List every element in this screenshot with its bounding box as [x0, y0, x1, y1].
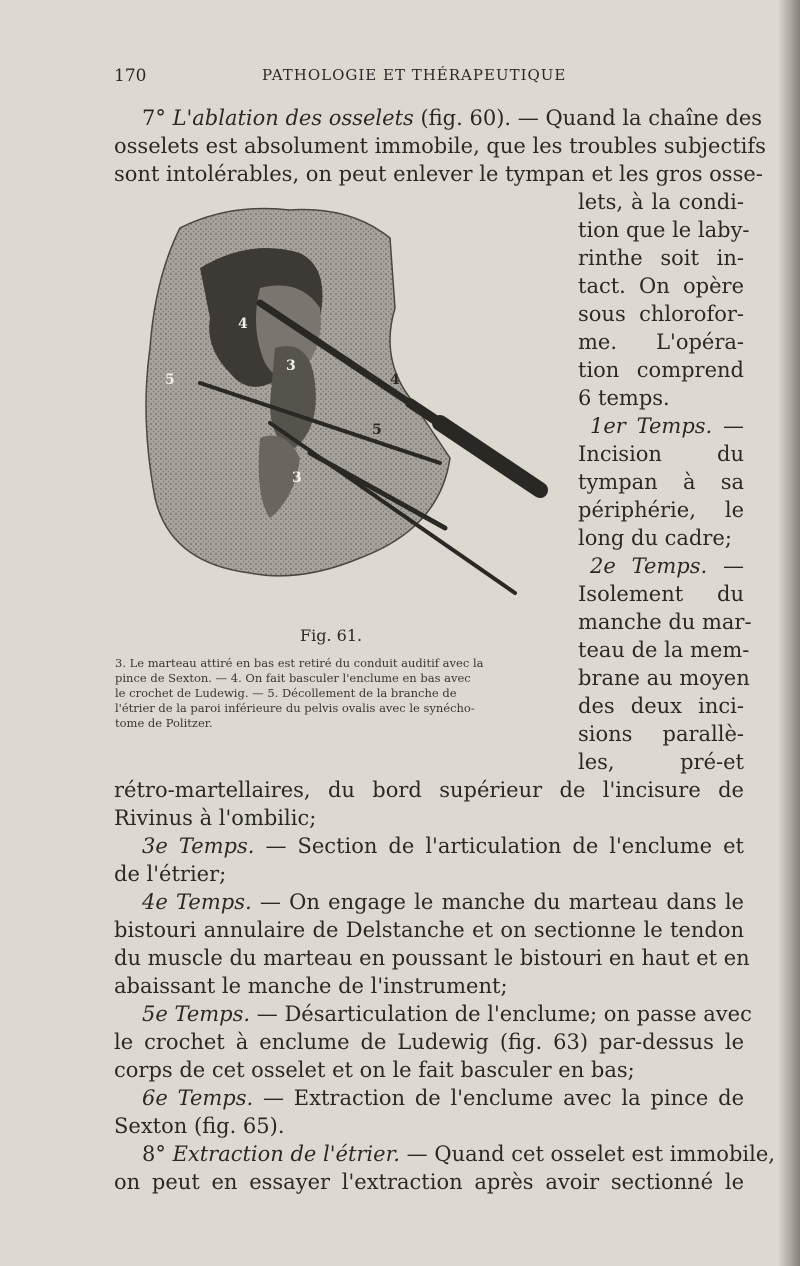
column-line: tact. On opère — [578, 274, 744, 298]
body-line: Sexton (fig. 65). — [114, 1114, 285, 1138]
column-line: tion comprend — [578, 358, 744, 382]
figure-label: 5 — [372, 422, 382, 438]
figure-caption — [115, 656, 565, 731]
para8-line1: 8° Extraction de l'étrier. — Quand cet osselet est immobile, — [142, 1142, 775, 1166]
temps1-heading: 1er Temps. — — [590, 414, 744, 438]
column-line: tympan à sa — [578, 470, 744, 494]
body-line: corps de cet osselet et on le fait basculer en bas; — [114, 1058, 635, 1082]
figure-label: 4 — [238, 316, 248, 332]
temps4-line1: 4e Temps. — On engage le manche du marteau dans le — [142, 890, 744, 914]
column-line: des deux inci- — [578, 694, 744, 718]
column-line: périphérie, le — [578, 498, 744, 522]
body-line: abaissant le manche de l'instrument; — [114, 974, 508, 998]
column-line: 6 temps. — [578, 386, 670, 410]
para7-line1: 7° L'ablation des osselets (fig. 60). — Quand la chaîne des — [142, 106, 763, 130]
body-line: du muscle du marteau en poussant le bistouri en haut et en — [114, 946, 750, 970]
temps6-line1: 6e Temps. — Extraction de l'enclume avec la pince de — [142, 1086, 744, 1110]
body-line: Rivinus à l'ombilic; — [114, 806, 317, 830]
column-line: brane au moyen — [578, 666, 750, 690]
column-line: teau de la mem- — [578, 638, 750, 662]
temps3-line1: 3e Temps. — Section de l'articulation de l'enclume et — [142, 834, 744, 858]
column-line: tion que le laby- — [578, 218, 750, 242]
para8-title: Extraction de l'étrier. — [172, 1142, 400, 1166]
figure-label: 3 — [286, 358, 296, 374]
temps2-heading: 2e Temps. — — [590, 554, 744, 578]
column-line: les, pré-et — [578, 750, 744, 774]
running-head: PATHOLOGIE ET THÉRAPEUTIQUE — [262, 66, 567, 84]
body-line: on peut en essayer l'extraction après avoir sectionné le — [114, 1170, 744, 1194]
column-line: rinthe soit in- — [578, 246, 744, 270]
body-line: le crochet à enclume de Ludewig (fig. 63) par-dessus le — [114, 1030, 744, 1054]
figure-illustration — [110, 198, 570, 618]
caption-line: tome de Politzer. — [115, 716, 213, 730]
para7-line3: sont intolérables, on peut enlever le tympan et les gros osse- — [114, 162, 763, 186]
body-line: de l'étrier; — [114, 862, 227, 886]
page-number: 170 — [114, 66, 147, 86]
figure-title: Fig. 61. — [300, 626, 363, 645]
page-edge-shadow — [778, 0, 800, 1266]
figure-label: 4 — [390, 372, 400, 388]
caption-line: le crochet de Ludewig. — 5. Décollement de la branche de — [115, 686, 457, 700]
column-line: me. L'opéra- — [578, 330, 744, 354]
caption-line: 3. Le marteau attiré en bas est retiré du conduit auditif avec la — [115, 656, 484, 670]
caption-line: l'étrier de la paroi inférieure du pelvis ovalis avec le synécho- — [115, 701, 475, 715]
column-line: sions parallè- — [578, 722, 744, 746]
column-line: long du cadre; — [578, 526, 732, 550]
body-line: bistouri annulaire de Delstanche et on sectionne le tendon — [114, 918, 744, 942]
para7-title: L'ablation des osselets — [172, 106, 414, 130]
caption-line: pince de Sexton. — 4. On fait basculer l'enclume en bas avec — [115, 671, 471, 685]
column-line: lets, à la condi- — [578, 190, 744, 214]
para7-line2: osselets est absolument immobile, que les troubles subjectifs — [114, 134, 766, 158]
figure-label: 5 — [165, 372, 175, 388]
column-line: Incision du — [578, 442, 744, 466]
column-line: Isolement du — [578, 582, 744, 606]
body-line: rétro-martellaires, du bord supérieur de l'incisure de — [114, 778, 744, 802]
column-line: manche du mar- — [578, 610, 752, 634]
temps5-line1: 5e Temps. — Désarticulation de l'enclume; on passe avec — [142, 1002, 752, 1026]
figure-label: 3 — [292, 470, 302, 486]
column-line: sous chlorofor- — [578, 302, 744, 326]
page-header — [0, 66, 800, 94]
